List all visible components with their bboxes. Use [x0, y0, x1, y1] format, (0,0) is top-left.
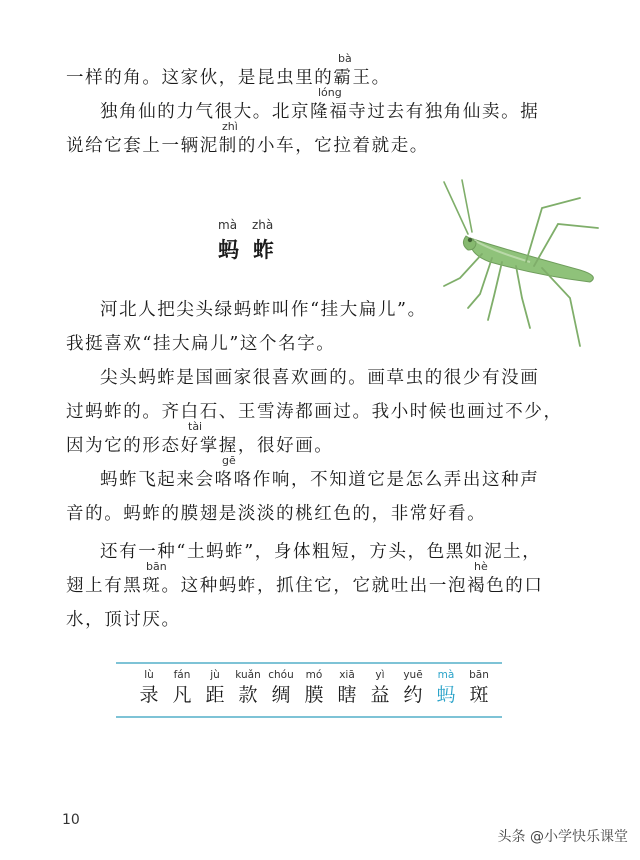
vocab-item-highlighted: mà 蚂: [436, 669, 456, 706]
vocab-item: yì 益: [370, 669, 390, 706]
page-number: 10: [62, 812, 80, 828]
vocab-item: kuǎn 款: [235, 669, 261, 706]
vocab-item: xiā 瞎: [337, 669, 357, 706]
title-pinyin-ma: mà: [218, 218, 238, 232]
title-pinyin-zha: zhà: [252, 218, 274, 232]
pinyin-ban: bān: [146, 560, 167, 573]
pinyin-ba: bà: [338, 52, 352, 65]
watermark: 头条 @小学快乐课堂: [497, 829, 628, 845]
para5-line2: 翅上有黑斑。这种蚂蚱，抓住它，它就吐出一泡褐色的口: [66, 576, 544, 596]
para1-line2: 说给它套上一辆泥制的小车，它拉着就走。: [66, 136, 429, 156]
para5-line3: 水，顶讨厌。: [66, 610, 181, 630]
vocab-top-rule: [116, 662, 502, 664]
vocab-item: mó 膜: [304, 669, 324, 706]
lesson-title: 蚂蚱: [218, 237, 288, 262]
pinyin-he: hè: [474, 560, 488, 573]
para3-line3: 因为它的形态好掌握，很好画。: [66, 436, 334, 456]
para4-line2: 音的。蚂蚱的膜翅是淡淡的桃红色的，非常好看。: [66, 504, 487, 524]
vocab-item: bān 斑: [469, 669, 489, 706]
grasshopper-icon: [430, 178, 610, 358]
vocab-item: fán 凡: [172, 669, 192, 706]
para2-line2: 我挺喜欢“挂大扁儿”这个名字。: [66, 334, 336, 354]
pinyin-long: lóng: [318, 86, 342, 99]
para4-line1: 蚂蚱飞起来会咯咯作响，不知道它是怎么弄出这种声: [100, 470, 540, 490]
para3-line2: 过蚂蚱的。齐白石、王雪涛都画过。我小时候也画过不少，: [66, 402, 563, 422]
para0-line1: 一样的角。这家伙，是昆虫里的霸王。: [66, 68, 391, 88]
vocab-item: chóu 绸: [268, 669, 294, 706]
para5-line1: 还有一种“土蚂蚱”，身体粗短，方头，色黑如泥土，: [100, 542, 542, 562]
pinyin-tai: tài: [188, 420, 203, 433]
vocab-item: lù 录: [139, 669, 159, 706]
para3-line1: 尖头蚂蚱是国画家很喜欢画的。画草虫的很少有没画: [100, 368, 540, 388]
vocab-item: yuē 约: [403, 669, 423, 706]
vocab-bottom-rule: [116, 716, 502, 718]
pinyin-ge: gē: [222, 454, 236, 467]
para2-line1: 河北人把尖头绿蚂蚱叫作“挂大扁儿”。: [100, 300, 427, 320]
vocab-item: jù 距: [205, 669, 225, 706]
pinyin-zhi: zhì: [222, 120, 238, 133]
para1-line1: 独角仙的力气很大。北京隆福寺过去有独角仙卖。据: [100, 102, 540, 122]
